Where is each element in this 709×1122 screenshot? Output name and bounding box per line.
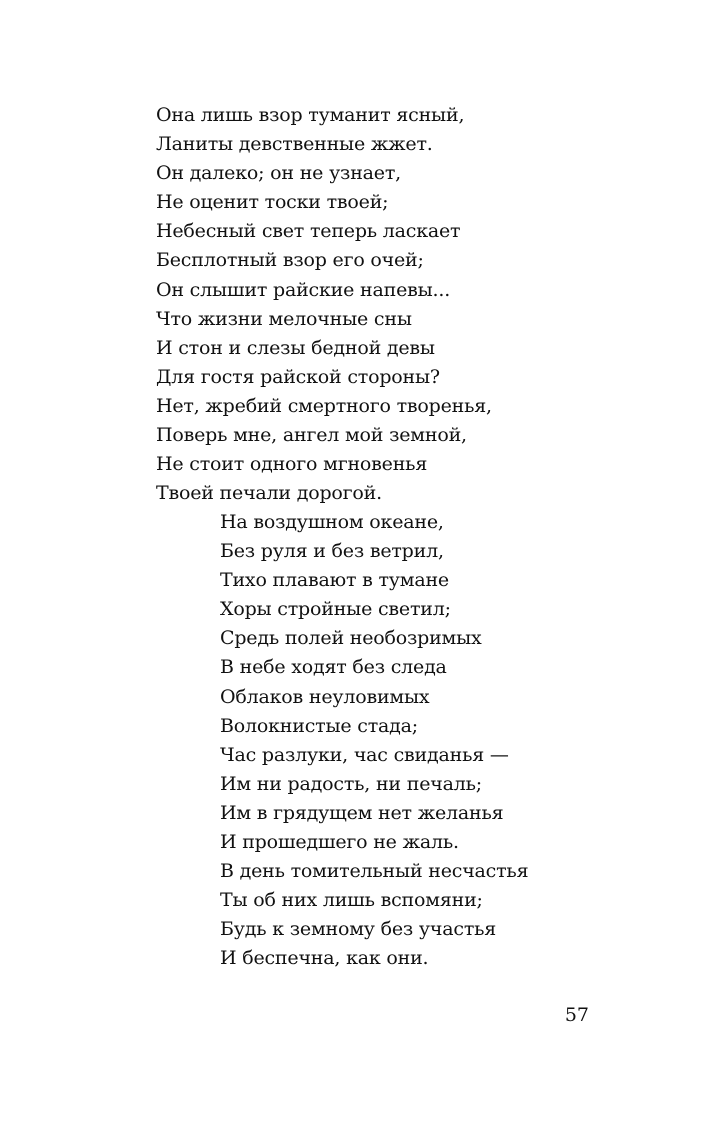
page-number: 57 [564,1004,589,1026]
poem-line: Она лишь взор туманит ясный, [156,104,465,126]
poem-line: В день томительный несчастья [220,860,529,883]
poem-line: В небе ходят без следа [220,656,447,679]
poem-line: Не оценит тоски твоей; [156,191,389,214]
poem-line: Час разлуки, час свиданья — [220,743,509,766]
poem-line: Хоры стройные светил; [220,598,451,621]
poem-line: Без руля и без ветрил, [220,540,444,563]
poem-line: Волокнистые стада; [220,714,418,737]
poem-stanza-1 [156,101,492,508]
poem-line: И стон и слезы бедной девы [156,336,435,359]
poem-line: И беспечна, как они. [220,947,429,970]
poem-line: Облаков неуловимых [220,685,430,708]
poem-line: Он далеко; он не узнает, [156,162,401,185]
poem-line: Небесный свет теперь ласкает [156,220,461,243]
poem-stanza-2 [220,508,528,974]
poem-line: Он слышит райские напевы... [156,278,451,301]
poem-line: Не стоит одного мгновенья [156,453,428,476]
poem-line: Ты об них лишь вспомяни; [220,889,483,912]
poem-line: Нет, жребий смертного творенья, [156,394,492,417]
poem-line: На воздушном океане, [220,511,444,533]
poem-line: Им в грядущем нет желанья [220,801,504,824]
poem-line: Им ни радость, ни печаль; [220,772,482,795]
poem-line: Бесплотный взор его очей; [156,249,424,272]
poem-line: Твоей печали дорогой. [156,482,382,505]
poem-line: Средь полей необозримых [220,627,482,650]
poem-line: И прошедшего не жаль. [220,831,459,854]
poem-line: Будь к земному без участья [220,918,497,941]
poem-line: Что жизни мелочные сны [156,307,412,330]
poem-line: Тихо плавают в тумане [220,569,449,592]
poem-line: Для гостя райской стороны? [156,365,440,388]
poem-line: Поверь мне, ангел мой земной, [156,424,467,447]
poem-line: Ланиты девственные жжет. [156,133,433,156]
